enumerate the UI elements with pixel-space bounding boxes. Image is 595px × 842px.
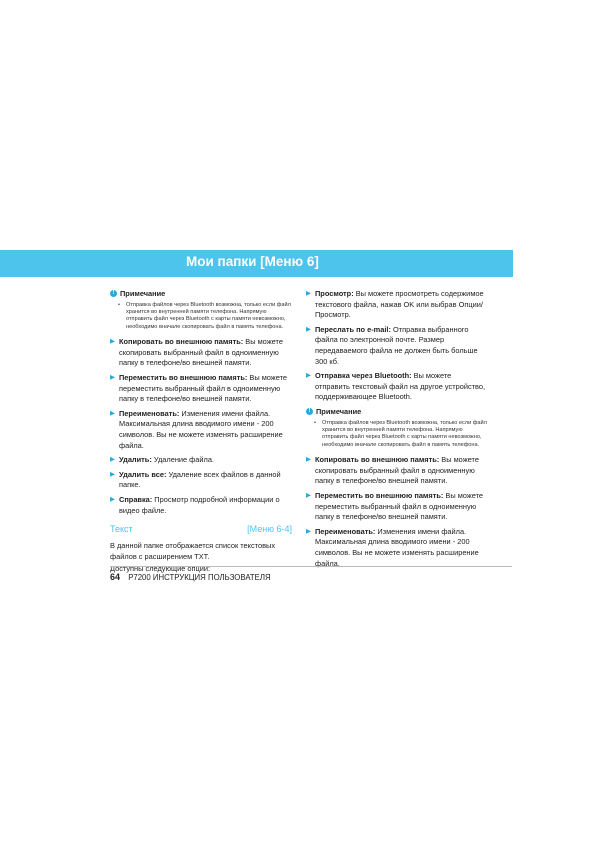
item-text: Вы можете переместить выбранный файл в одноименную папку в телефоне/во внешней памяти. xyxy=(315,490,484,522)
chapter-title: Мои папки [Меню 6] xyxy=(186,254,319,269)
item-text: Вы можете отправить текстовый файл на другое устройство, поддерживающее Bluetooth. xyxy=(315,371,486,402)
triangle-right-icon: ▶ xyxy=(110,338,115,346)
page-number: 64 xyxy=(110,572,121,582)
triangle-right-icon: ▶ xyxy=(110,374,115,381)
item-term: Просмотр: xyxy=(315,289,354,298)
section-menu-ref: [Меню 6-4] xyxy=(247,524,292,535)
triangle-right-icon: ▶ xyxy=(306,325,311,333)
section-title: Текст xyxy=(110,524,133,535)
note-text-content: Отправка файлов через Bluetooth возможна, только если файл хранится во внутренней памяти телефона. Напрямую отправить файл через Bluetooth с карты памяти невозможно, необходимо вначале скопировать файл в память телефона. xyxy=(126,301,291,330)
note-heading xyxy=(110,289,292,300)
triangle-right-icon: ▶ xyxy=(306,527,311,535)
note-text-content: Отправка файлов через Bluetooth возможна, только если файл хранится во внутренней памяти телефона. Напрямую отправить файл через Bluetooth с карты памяти невозможно, необходимо вначале скопировать файл в память телефона. xyxy=(322,419,487,448)
triangle-right-icon: ▶ xyxy=(110,409,115,417)
note-bullet: • xyxy=(314,419,316,426)
right-column xyxy=(306,289,488,573)
item-text: Вы можете переместить выбранный файл в одноименную папку в телефоне/во внешней памяти. xyxy=(119,373,288,404)
list-item xyxy=(110,337,292,369)
list-item xyxy=(110,455,292,466)
item-text: Изменения имени файла. Максимальная длина вводимого имени - 200 символов. Вы не можете изменять расширение файла. xyxy=(119,408,283,450)
chapter-banner xyxy=(0,250,513,277)
item-term: Удалить все: xyxy=(119,469,167,479)
triangle-right-icon: ▶ xyxy=(110,470,115,478)
item-term: Переименовать: xyxy=(119,408,180,418)
item-text: Вы можете скопировать выбранный файл в одноименную папку в телефоне/во внешней памяти. xyxy=(119,337,283,368)
item-term: Справка: xyxy=(119,494,153,504)
section-heading xyxy=(110,524,292,536)
info-circle-icon: ! xyxy=(110,290,117,297)
list-item xyxy=(306,371,488,403)
list-item xyxy=(306,491,488,523)
triangle-right-icon: ▶ xyxy=(306,372,311,380)
item-text: Изменения имени файла. Максимальная длина вводимого имени - 200 символов. Вы не можете изменять расширение файла. xyxy=(315,526,479,568)
section-paragraph: Доступны следующие опции: xyxy=(110,564,211,574)
list-item xyxy=(306,455,488,487)
item-term: Переименовать: xyxy=(315,526,376,536)
item-term: Удалить: xyxy=(119,455,152,465)
item-text: Вы можете скопировать выбранный файл в одноименную папку в телефоне/во внешней памяти. xyxy=(315,455,479,486)
note-text xyxy=(306,420,488,450)
info-circle-icon: ! xyxy=(306,408,313,415)
note-heading-label: Примечание xyxy=(120,289,166,298)
item-term: Переслать по e-mail: xyxy=(315,324,391,334)
section-paragraph: В данной папке отображается список текстовых файлов с расширением TXT. xyxy=(110,541,276,561)
triangle-right-icon: ▶ xyxy=(306,491,311,499)
footer-divider xyxy=(110,566,512,567)
list-item xyxy=(110,470,292,491)
list-item xyxy=(306,289,488,321)
note-heading xyxy=(306,407,488,418)
item-text: Вы можете просмотреть содержимое текстового файла, нажав OK или выбрав Опции/Просмотр. xyxy=(315,289,484,320)
item-term: Копировать во внешнюю память: xyxy=(119,337,244,347)
item-text: Отправка выбранного файла по электронной почте. Размер передаваемого файла не должен быть больше 300 кб. xyxy=(315,324,478,366)
list-item xyxy=(110,409,292,451)
footer-text: P7200 ИНСТРУКЦИЯ ПОЛЬЗОВАТЕЛЯ xyxy=(128,573,271,582)
triangle-right-icon: ▶ xyxy=(110,495,115,503)
triangle-right-icon: ▶ xyxy=(306,456,311,464)
item-term: Переместить во внешнюю память: xyxy=(315,490,444,500)
item-term: Копировать во внешнюю память: xyxy=(315,455,440,465)
page-footer xyxy=(110,572,271,582)
list-item xyxy=(110,495,292,516)
item-term: Отправка через Bluetooth: xyxy=(315,371,412,381)
item-text: Удаление файла. xyxy=(151,455,214,465)
note-text xyxy=(110,302,292,332)
triangle-right-icon: ▶ xyxy=(306,290,311,297)
item-term: Переместить во внешнюю память: xyxy=(119,373,248,382)
note-bullet: • xyxy=(118,301,120,308)
list-item xyxy=(110,373,292,405)
list-item xyxy=(306,527,488,569)
triangle-right-icon: ▶ xyxy=(110,456,115,464)
item-text: Удаление всех файлов в данной папке. xyxy=(119,469,281,490)
item-text: Просмотр подробной информации о видео файле. xyxy=(119,494,280,515)
note-heading-label: Примечание xyxy=(316,406,362,416)
list-item xyxy=(306,325,488,367)
left-column xyxy=(110,289,292,577)
